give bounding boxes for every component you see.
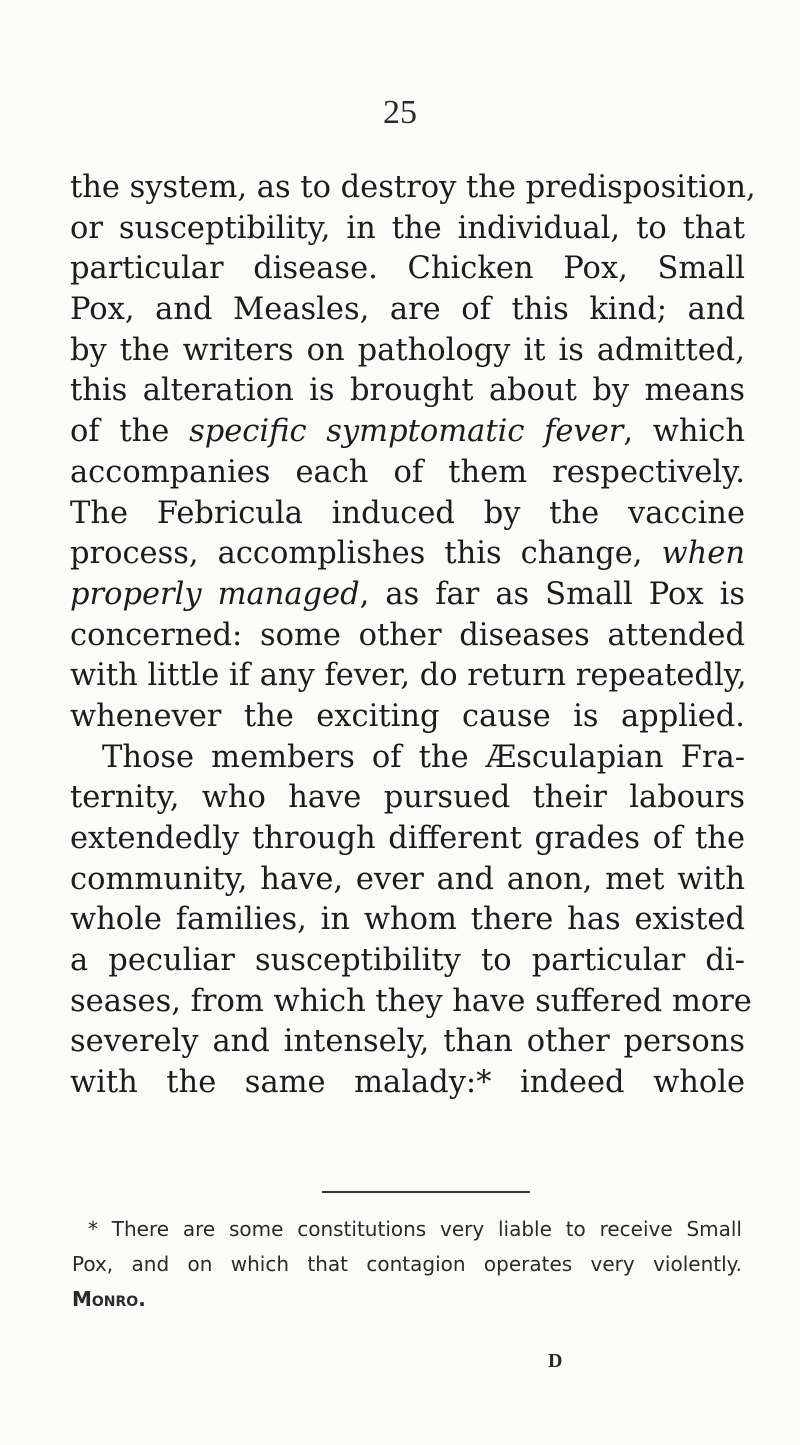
- text-line: Pox, and Measles, are of this kind; and: [70, 292, 745, 328]
- italic-phrase: specific symptomatic fever: [189, 414, 624, 450]
- text-line: whole families, in whom there has existed: [70, 902, 745, 938]
- text-line: [70, 534, 745, 575]
- text-line: this alteration is brought about by means: [70, 373, 745, 409]
- footnote-line: * There are some constitutions very liable to receive Small: [88, 1217, 742, 1241]
- text-line: The Febricula induced by the vaccine: [70, 495, 745, 531]
- text-line: Those members of the Æsculapian Fra-: [102, 739, 745, 775]
- text-line: with little if any fever, do return repeatedly,: [70, 658, 747, 694]
- body-text: [70, 168, 756, 1104]
- footnote-author: Monro.: [72, 1287, 146, 1311]
- text-run: , as far as Small Pox is: [359, 576, 745, 612]
- text-line: accompanies each of them respectively.: [70, 454, 745, 490]
- footnote: [72, 1212, 742, 1317]
- text-run: , which: [623, 414, 745, 450]
- text-line: seases, from which they have suffered more: [70, 983, 752, 1019]
- text-line: concerned: some other diseases attended: [70, 617, 745, 653]
- footnote-divider: [322, 1191, 530, 1193]
- page-number: 25: [383, 94, 417, 131]
- text-line: ternity, who have pursued their labours: [70, 780, 745, 816]
- text-line: particular disease. Chicken Pox, Small: [70, 251, 745, 287]
- text-line: a peculiar susceptibility to particular di-: [70, 943, 745, 979]
- italic-phrase: properly managed: [70, 576, 360, 612]
- text-line: community, have, ever and anon, met with: [70, 861, 745, 897]
- text-line: [70, 575, 745, 616]
- text-line: with the same malady:* indeed whole: [70, 1065, 745, 1101]
- text-line: extendedly through different grades of the: [70, 821, 745, 856]
- text-line: the system, as to destroy the predisposition,: [70, 170, 756, 205]
- text-line: severely and intensely, than other persons: [70, 1024, 745, 1060]
- text-run: of the: [70, 414, 190, 450]
- text-line: by the writers on pathology it is admitted,: [70, 332, 745, 368]
- text-line: [70, 412, 745, 453]
- text-line: whenever the exciting cause is applied.: [70, 698, 745, 734]
- italic-phrase: when: [661, 536, 745, 572]
- footnote-line: Pox, and on which that contagion operates very violently.: [72, 1252, 742, 1276]
- text-run: process, accomplishes this change,: [70, 536, 662, 572]
- signature-mark: D: [548, 1350, 563, 1372]
- text-line: or susceptibility, in the individual, to that: [70, 210, 745, 246]
